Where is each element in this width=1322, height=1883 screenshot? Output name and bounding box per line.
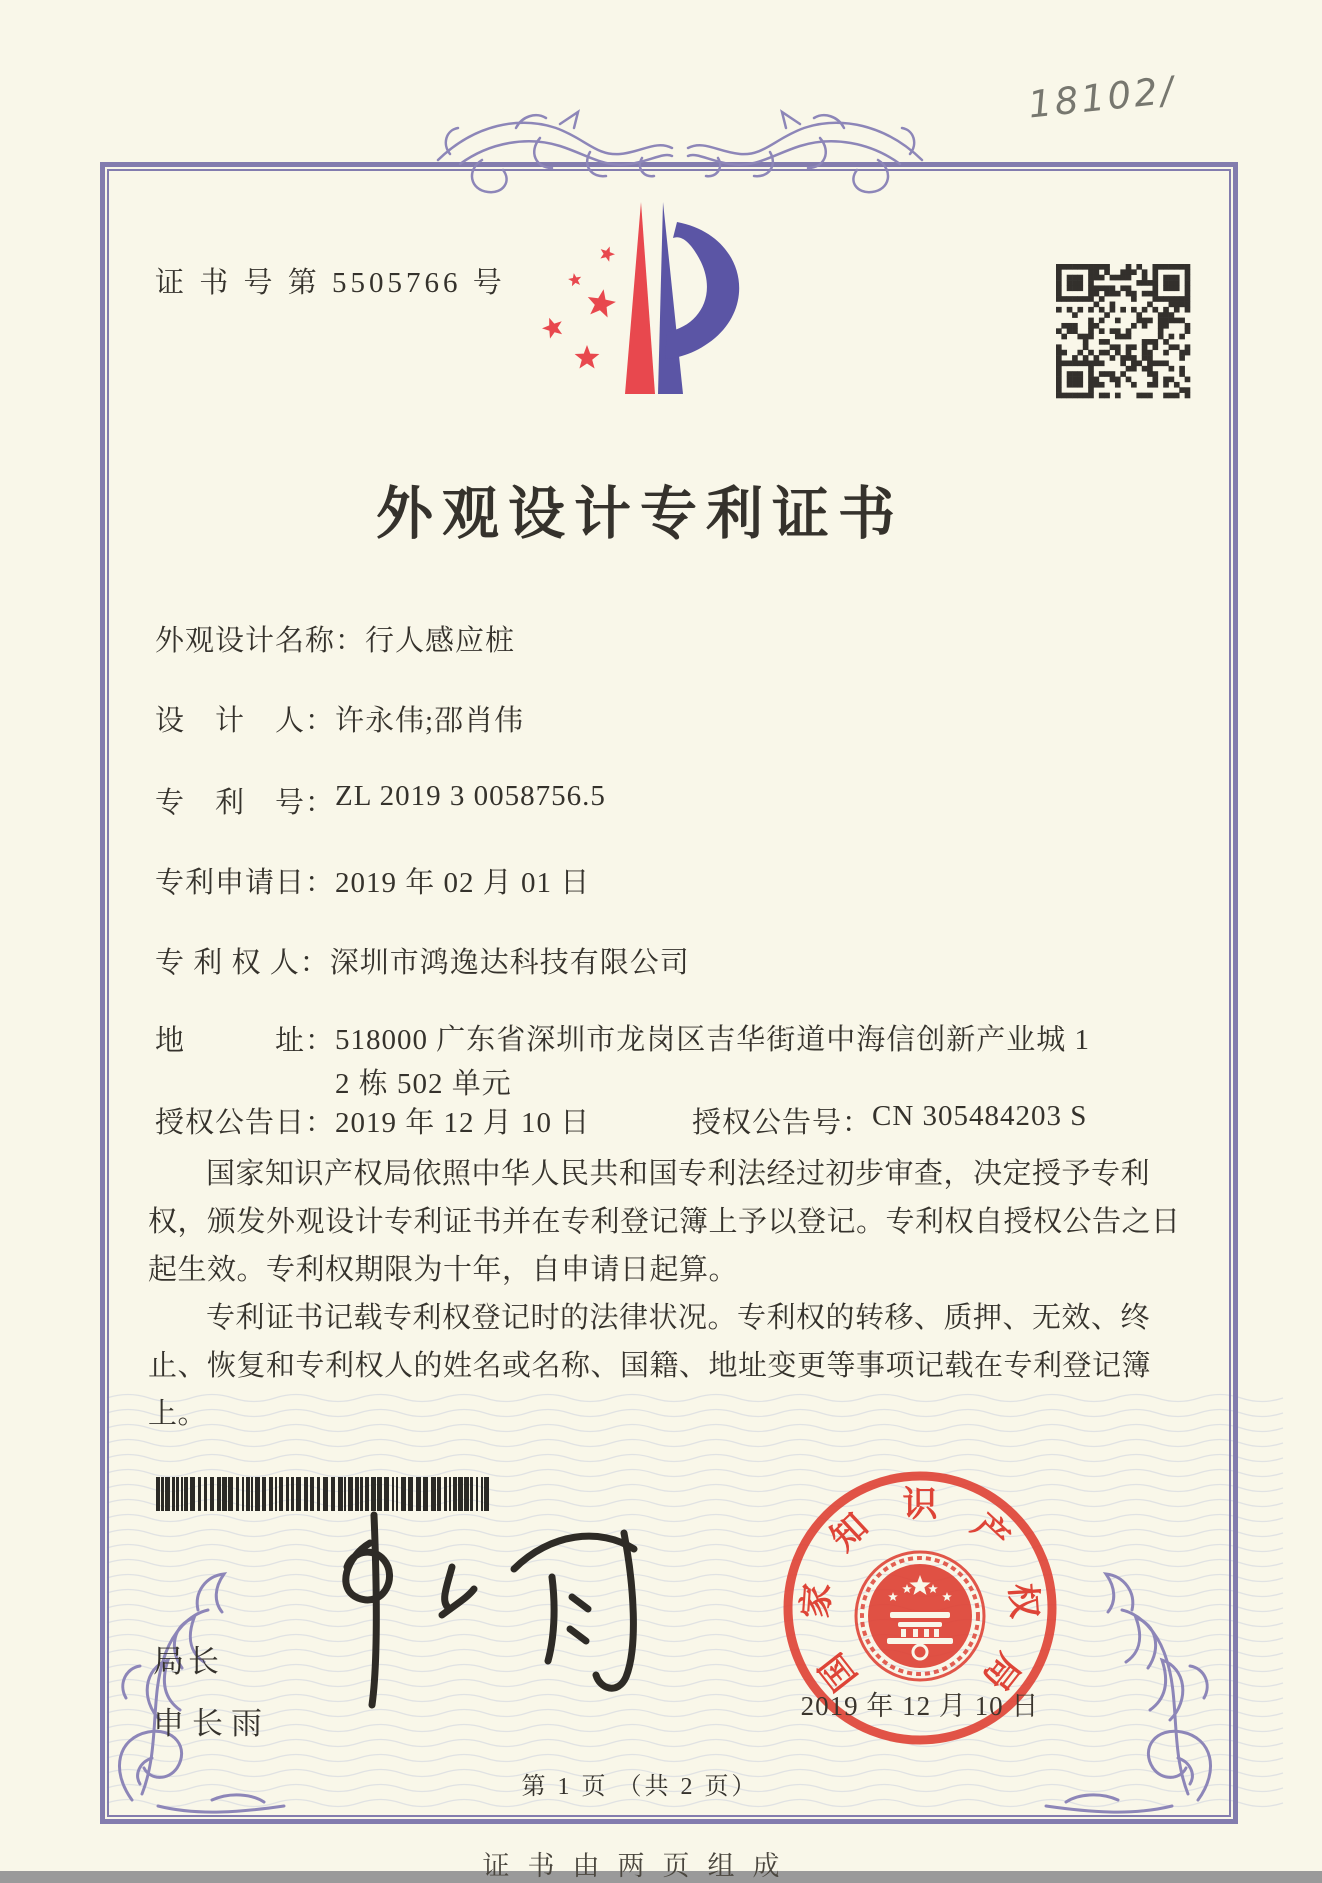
field-grant-date [155, 1100, 590, 1141]
field-value: 2019 年 02 月 01 日 [335, 867, 591, 899]
field-patentee [155, 940, 690, 981]
clipped-bottom-note: 证书由两页组成 [482, 1851, 798, 1881]
seal-char: 知 [823, 1506, 876, 1559]
field-label: 授权公告日： [155, 1107, 336, 1139]
qr-code [1056, 264, 1190, 398]
seal-char: 权 [1002, 1581, 1044, 1620]
dragon-ornament [420, 94, 940, 206]
page-number-footer: 第 1 页 （共 2 页） [521, 1774, 759, 1800]
field-value-line1: 518000 广东省深圳市龙岗区吉华街道中海信创新产业城 1 [335, 1024, 1091, 1056]
national-emblem-icon [856, 1552, 984, 1680]
field-address [155, 1018, 1090, 1106]
field-label: 授权公告号： [692, 1107, 873, 1139]
legal-text-block [148, 1150, 1190, 1438]
field-patent-number [155, 780, 606, 821]
field-value: CN 305484203 S [872, 1100, 1088, 1132]
seal-char: 产 [964, 1506, 1017, 1559]
director-signature-handwriting [300, 1505, 700, 1740]
director-printed-name: 申长雨 [153, 1706, 270, 1741]
certificate-number: 证 书 号 第 5505766 号 [155, 267, 506, 299]
seal-char: 国 [812, 1645, 865, 1698]
seal-char: 局 [975, 1645, 1028, 1698]
cnipa-logo-icon [455, 196, 755, 401]
seal-char: 识 [902, 1485, 938, 1524]
field-design-name [155, 618, 515, 659]
handwritten-archive-number: 18102/ [1026, 68, 1179, 127]
field-value: 许永伟;邵肖伟 [335, 705, 525, 737]
field-label: 地 址： [155, 1025, 336, 1057]
field-label: 专 利 号： [155, 787, 336, 819]
logo-blue-bowl [665, 222, 739, 359]
field-value: 行人感应桩 [365, 625, 516, 657]
legal-paragraph-1: 国家知识产权局依照中华人民共和国专利法经过初步审查，决定授予专利权，颁发外观设计专利证书并在专利登记簿上予以登记。专利权自授权公告之日起生效。专利权期限为十年，自申请日起算。 [148, 1158, 1181, 1286]
seal-date: 2019 年 12 月 10 日 [800, 1691, 1040, 1721]
field-value: 2019 年 12 月 10 日 [335, 1107, 591, 1139]
seal-char: 家 [796, 1581, 838, 1620]
field-value: 深圳市鸿逸达科技有限公司 [329, 947, 690, 979]
director-title: 局长 [153, 1644, 223, 1679]
logo-red-spike [625, 202, 655, 394]
field-label: 外观设计名称： [155, 625, 366, 657]
field-value: ZL 2019 3 0058756.5 [335, 780, 606, 812]
certificate-title: 外观设计专利证书 [376, 483, 904, 546]
field-label: 设 计 人： [155, 705, 336, 737]
field-grant-number [692, 1100, 1087, 1141]
legal-paragraph-2: 专利证书记载专利权登记时的法律状况。专利权的转移、质押、无效、终止、恢复和专利权人的姓名或名称、国籍、地址变更等事项记载在专利登记簿上。 [148, 1302, 1152, 1430]
field-label: 专 利 权 人： [155, 947, 330, 979]
field-designers [155, 698, 524, 739]
field-application-date [155, 860, 590, 901]
field-label: 专利申请日： [155, 867, 336, 899]
field-value-line2: 2 栋 502 单元 [335, 1068, 512, 1100]
